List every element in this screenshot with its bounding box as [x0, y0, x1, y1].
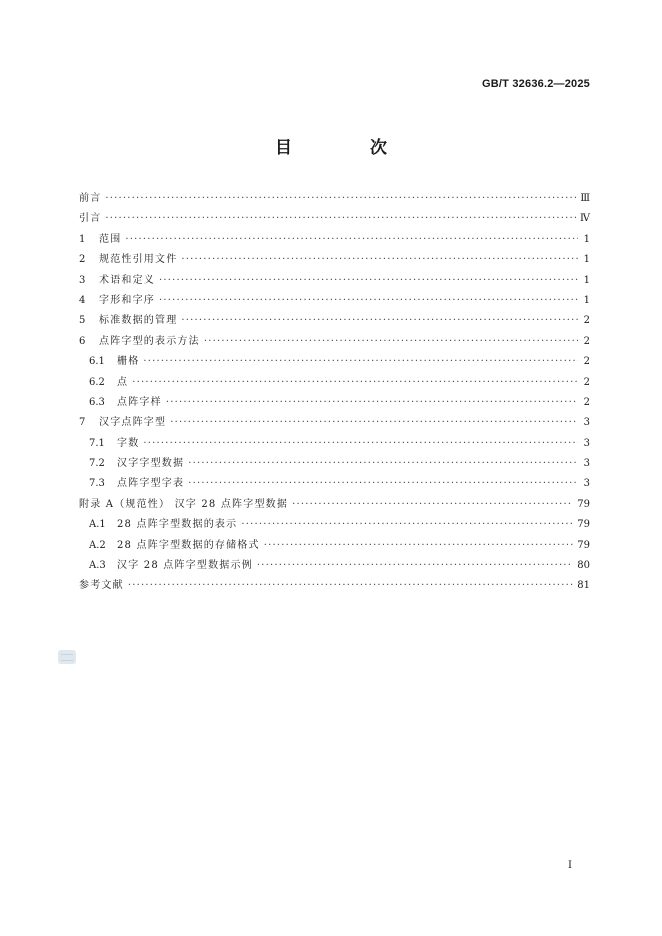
toc-entry-number: 6.1	[89, 356, 105, 368]
toc-leader-dots	[188, 474, 578, 494]
toc-leader-dots	[125, 230, 578, 250]
toc-entry-page: 81	[577, 580, 590, 592]
toc-entry-title: 标准数据的管理	[99, 315, 178, 327]
toc-leader-dots	[105, 209, 576, 229]
toc-entry-number: A.1	[89, 519, 106, 531]
toc-entry-title: 范围	[99, 233, 122, 245]
toc-entry-title: 规范性引用文件	[99, 254, 178, 266]
toc-entry[interactable]	[79, 495, 590, 515]
toc-entry-page: Ⅳ	[580, 213, 590, 225]
toc-entry-title: 汉字点阵字型	[99, 417, 167, 429]
table-of-contents	[79, 189, 590, 597]
toc-entry-title: 28 点阵字型数据的存储格式	[117, 539, 260, 551]
toc-entry-number: 5	[79, 315, 86, 327]
toc-entry[interactable]	[79, 230, 590, 250]
toc-leader-dots	[159, 291, 578, 311]
toc-entry[interactable]	[79, 311, 590, 331]
toc-entry[interactable]	[79, 352, 590, 372]
toc-entry-page: 2	[583, 335, 590, 347]
toc-entry-title: 前言	[79, 193, 102, 204]
toc-entry-page: 1	[583, 254, 590, 266]
toc-entry-number: 3	[79, 274, 86, 286]
toc-entry[interactable]	[79, 413, 590, 433]
toc-entry-page: 80	[577, 560, 590, 572]
toc-entry-title: 点	[117, 376, 129, 388]
toc-entry[interactable]	[79, 209, 590, 229]
toc-entry-page: 2	[583, 396, 590, 408]
toc-entry-title: 引言	[79, 213, 102, 225]
toc-entry-page: 3	[583, 437, 590, 449]
toc-entry-title: 点阵字型字表	[117, 478, 185, 490]
toc-entry[interactable]	[79, 454, 590, 474]
page-number: I	[568, 860, 572, 871]
toc-entry-page: 79	[577, 498, 590, 510]
toc-entry-title: 字形和字序	[99, 294, 155, 306]
toc-entry-number: 4	[79, 294, 86, 306]
toc-entry[interactable]	[79, 474, 590, 494]
toc-entry-title: 术语和定义	[99, 274, 155, 286]
toc-leader-dots	[181, 311, 578, 331]
toc-entry[interactable]	[79, 291, 590, 311]
toc-leader-dots	[204, 332, 578, 352]
toc-leader-dots	[128, 576, 573, 596]
toc-entry-number: 7.2	[89, 458, 105, 470]
toc-entry-title: 附录 A（规范性） 汉字 28 点阵字型数据	[79, 498, 289, 510]
toc-entry-page: 3	[583, 417, 590, 429]
toc-entry-title: 汉字字型数据	[117, 458, 185, 470]
toc-entry-title: 28 点阵字型数据的表示	[117, 519, 238, 531]
toc-entry[interactable]	[79, 373, 590, 393]
toc-entry-title: 汉字 28 点阵字型数据示例	[117, 560, 253, 572]
toc-entry[interactable]	[79, 189, 590, 209]
toc-entry[interactable]	[79, 536, 590, 556]
toc-leader-dots	[241, 515, 573, 535]
toc-leader-dots	[257, 556, 573, 576]
standard-number: GB/T 32636.2—2025	[482, 78, 590, 90]
watermark-stamp	[58, 650, 76, 664]
toc-entry[interactable]	[79, 515, 590, 535]
toc-leader-dots	[170, 413, 578, 433]
toc-leader-dots	[143, 434, 578, 454]
toc-entry-page: 3	[583, 458, 590, 470]
toc-leader-dots	[166, 393, 578, 413]
toc-entry[interactable]	[79, 434, 590, 454]
toc-leader-dots	[159, 271, 578, 291]
toc-entry-number: 6	[79, 335, 86, 347]
toc-entry[interactable]	[79, 393, 590, 413]
toc-entry-number: 7	[79, 417, 86, 429]
toc-entry-page: 3	[583, 478, 590, 490]
toc-leader-dots	[181, 250, 578, 270]
toc-entry[interactable]	[79, 332, 590, 352]
toc-entry[interactable]	[79, 576, 590, 596]
toc-entry-title: 字数	[117, 437, 140, 449]
toc-entry-title: 参考文献	[79, 580, 124, 592]
toc-entry-number: 6.2	[89, 376, 105, 388]
toc-entry-title: 点阵字型的表示方法	[99, 335, 200, 347]
toc-leader-dots	[292, 495, 573, 515]
toc-entry-page: 1	[583, 294, 590, 306]
toc-entry-number: A.2	[89, 539, 106, 551]
toc-entry[interactable]	[79, 556, 590, 576]
toc-entry[interactable]	[79, 271, 590, 291]
toc-entry[interactable]	[79, 250, 590, 270]
toc-entry-page: 2	[583, 376, 590, 388]
toc-leader-dots	[143, 352, 578, 372]
toc-entry-page: Ⅲ	[580, 193, 590, 204]
toc-entry-title: 栅格	[117, 356, 140, 368]
toc-entry-number: 7.1	[89, 437, 105, 449]
toc-leader-dots	[188, 454, 578, 474]
toc-entry-number: 6.3	[89, 396, 105, 408]
toc-entry-page: 2	[583, 356, 590, 368]
stamp-mark	[61, 654, 73, 661]
toc-leader-dots	[105, 189, 576, 209]
toc-entry-number: 1	[79, 233, 86, 245]
toc-entry-page: 79	[577, 539, 590, 551]
toc-entry-page: 2	[583, 315, 590, 327]
toc-entry-page: 1	[583, 233, 590, 245]
toc-entry-page: 1	[583, 274, 590, 286]
page-title: 目 次	[275, 138, 423, 158]
toc-entry-title: 点阵字样	[117, 396, 162, 408]
toc-entry-number: 7.3	[89, 478, 105, 490]
toc-entry-number: A.3	[89, 560, 106, 572]
toc-entry-number: 2	[79, 254, 86, 266]
toc-entry-page: 79	[577, 519, 590, 531]
toc-leader-dots	[132, 373, 578, 393]
toc-leader-dots	[264, 536, 574, 556]
